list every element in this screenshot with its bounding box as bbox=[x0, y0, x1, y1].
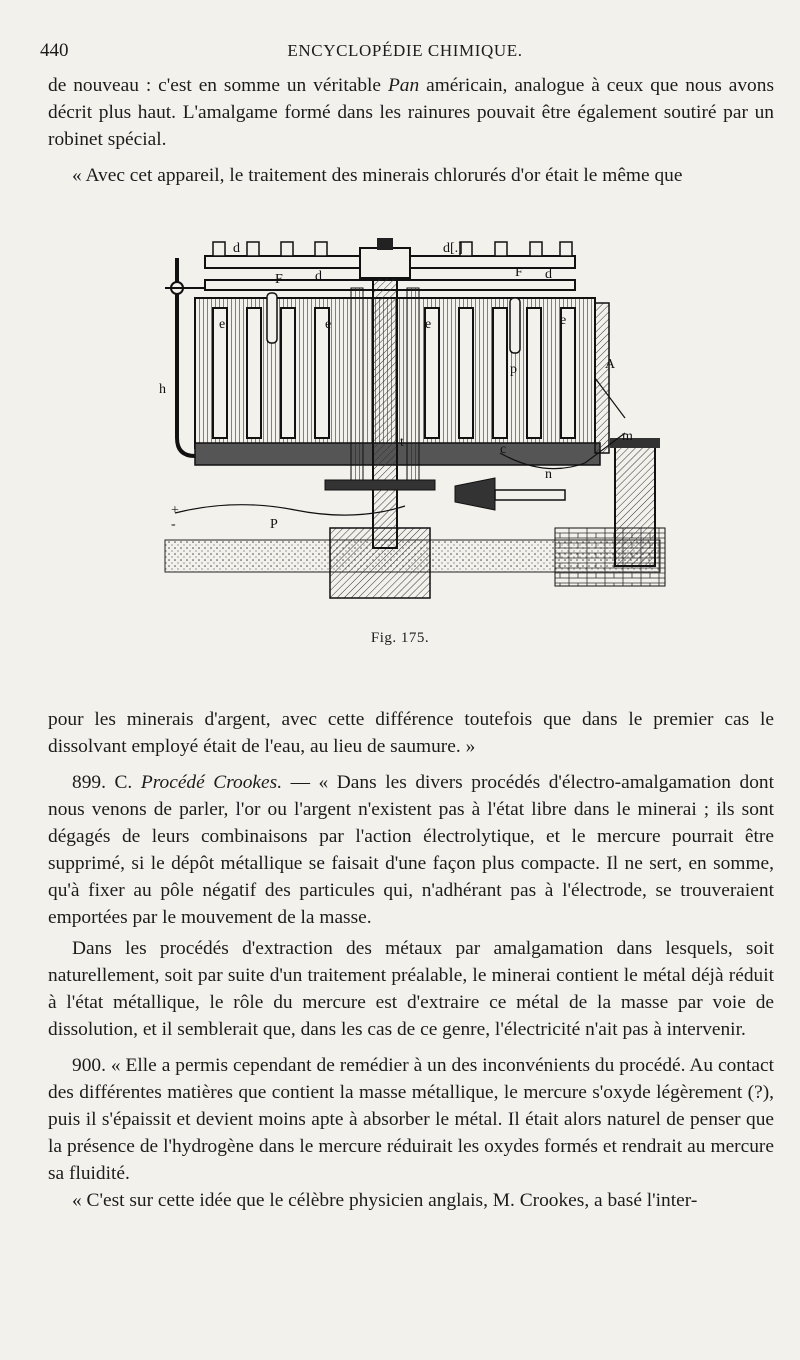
page-number: 440 bbox=[40, 40, 69, 61]
svg-text:F: F bbox=[515, 265, 523, 280]
svg-text:e: e bbox=[325, 317, 332, 332]
paragraph-899: 899. C. Procédé Crookes. — « Dans les divers procédés d'électro-amalgamation dont nous venons de parler, l'or ou l'argent n'existent pas à l'état libre dans le minerai ; ils sont dégagés de leurs combinaisons par l'action électrolytique, et le mercure pourrait être supprimé, si le dépôt métallique se faisait d'une façon plus compacte. Il ne sert, en somme, qu'à fixer au pôle négatif des particules qui, n'adhérant pas à l'électrode, se trouveraient emportées par le mouvement de la masse. bbox=[48, 772, 774, 928]
drive-pulley bbox=[615, 446, 655, 566]
running-head: ENCYCLOPÉDIE CHIMIQUE. bbox=[287, 41, 523, 60]
text-block-top bbox=[48, 72, 774, 189]
paragraph-crookes-idea: « C'est sur cette idée que le célèbre physicien anglais, M. Crookes, a basé l'inter- bbox=[72, 1190, 698, 1211]
paragraph-quote-end: pour les minerais d'argent, avec cette différence toutefois que dans le premier cas le dissolvant employé était de l'eau, au lieu de saumure. » bbox=[48, 709, 774, 757]
svg-text:+: + bbox=[171, 503, 179, 518]
emphasis-pan: Pan bbox=[387, 75, 420, 96]
central-shaft bbox=[373, 278, 397, 548]
figure-caption: Fig. 175. bbox=[370, 630, 430, 646]
svg-text:h: h bbox=[159, 382, 166, 397]
svg-text:n: n bbox=[545, 467, 552, 482]
page-header bbox=[40, 40, 770, 66]
emphasis-procede-crookes: Procédé Crookes. bbox=[140, 772, 283, 793]
svg-text:m: m bbox=[622, 429, 633, 444]
svg-text:A: A bbox=[605, 357, 616, 372]
svg-text:t: t bbox=[400, 435, 404, 450]
paragraph-quote-start: « Avec cet appareil, le traitement des minerais chlorurés d'or était le même que bbox=[72, 165, 683, 186]
figure-apparatus bbox=[155, 228, 685, 628]
svg-text:-: - bbox=[171, 517, 176, 532]
svg-text:d: d bbox=[545, 267, 552, 282]
svg-text:e: e bbox=[425, 317, 432, 332]
paragraph-amalgamation: Dans les procédés d'extraction des métaux par amalgamation dans lesquels, soit naturellement, soit par suite d'un traitement préalable, le minerai contient le métal déjà réduit à l'état métallique, le rôle du mercure est d'extraire ce métal de la masse par voie de dissolution, et il semblerait que, dans les cas de ce genre, l'électricité n'ait pas à intervenir. bbox=[48, 938, 774, 1040]
apparatus-illustration bbox=[155, 228, 685, 628]
svg-text:c: c bbox=[500, 442, 507, 457]
paragraph-900: 900. « Elle a permis cependant de remédier à un des inconvénients du procédé. Au contact des différentes matières que contient la masse métallique, le mercure s'oxyde légèrement (?), puis il s'épaissit et devient moins apte à absorber le métal. Il était alors naturel de penser que la présence de l'hydrogène dans le mercure réduirait les oxydes formés et rendrait au mercure sa fluidité. bbox=[48, 1055, 774, 1184]
svg-text:P: P bbox=[270, 517, 278, 532]
svg-text:F: F bbox=[275, 272, 283, 287]
svg-text:d: d bbox=[233, 241, 240, 256]
bevel-gear bbox=[325, 480, 435, 490]
text-block-bottom bbox=[48, 706, 774, 1214]
svg-text:e: e bbox=[219, 317, 226, 332]
svg-text:e: e bbox=[560, 313, 567, 328]
svg-text:d: d bbox=[315, 269, 322, 284]
svg-text:p: p bbox=[510, 362, 517, 377]
paragraph-continuation: de nouveau : c'est en somme un véritable Pan américain, analogue à ceux que nous avons décrit plus haut. L'amalgame formé dans les rainures pouvait être également soutiré par un robinet spécial. bbox=[48, 75, 774, 150]
svg-text:d[.]: d[.] bbox=[443, 241, 463, 256]
